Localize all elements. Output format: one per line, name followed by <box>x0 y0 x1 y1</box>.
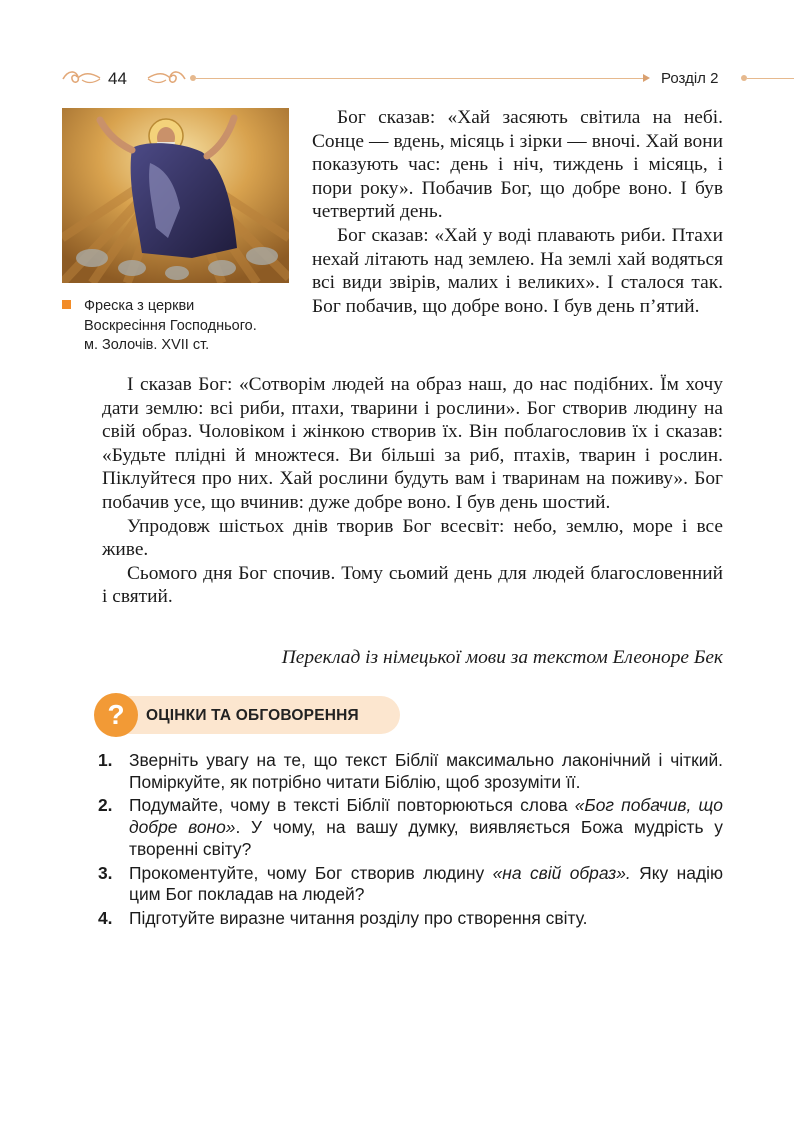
header-rule-end <box>747 78 794 79</box>
task-text: Підготуйте виразне читання розділу про створення світу. <box>129 907 588 928</box>
ornament-right-icon <box>144 68 188 88</box>
ornament-left-icon <box>60 68 104 88</box>
header-rule <box>196 78 644 79</box>
task-text: . У чому, на вашу думку, виявляється Божа мудрість у творенні світу? <box>129 817 723 859</box>
task-quote: «Бог побачив, що добре воно» <box>129 795 723 838</box>
section-label: Розділ 2 <box>661 70 719 87</box>
fresco-image <box>62 108 289 283</box>
arrow-right-icon <box>643 74 650 82</box>
paragraph: Бог сказав: «Хай у воді плавають риби. Птахи нехай літають над землею. На землі хай водяться всі види звірів, малих і великих». І сталося так. Бог побачив, що добре воно. І був день п’ятий. <box>312 224 723 317</box>
task-text: Яку надію цим Бог покладав на людей? <box>129 862 723 905</box>
paragraph: Бог сказав: «Хай засяють світила на небі. Сонце — вдень, місяць і зірки — вночі. Хай вони показують час: день і ніч, тиждень і місяць, і пори року». Побачив Бог, що добре воно. І був четвертий день. <box>312 107 723 223</box>
discussion-title: ОЦІНКИ ТА ОБГОВОРЕННЯ <box>146 707 359 724</box>
caption-line: Фреска з церкви <box>84 298 195 314</box>
figure-caption <box>84 297 299 356</box>
task-text: Прокоментуйте, чому Бог створив людину <box>129 862 493 883</box>
task-number: 2. <box>98 795 113 816</box>
paragraph: Упродовж шістьох днів творив Бог всесвіт: небо, землю, море і все живе. <box>102 515 723 561</box>
paragraph: Сьомого дня Бог спочив. Тому сьомий день для людей благословенний і святий. <box>102 562 723 608</box>
task-item <box>98 863 723 906</box>
task-item <box>98 750 723 793</box>
translation-credit: Переклад із німецької мови за текстом Елеоноре Бек <box>281 647 723 668</box>
task-text: Зверніть увагу на те, що текст Біблії максимально лаконічний і чіткий. Поміркуйте, як потрібно читати Біблію, щоб зрозуміти її. <box>129 750 723 792</box>
text-full-width <box>102 373 723 609</box>
paragraph: І сказав Бог: «Сотворім людей на образ наш, до нас подібних. Їм хочу дати землю: всі риби, птахи, тварини і рослини». Бог створив людину на свій образ. Чоловіком і жінкою створив їх. Він поблагословив їх і сказав: «Будьте плідні й множтеся. Ви більші за риб, птахів, тварин і рослин. Піклуйтеся про них. Хай рослини будуть вам і тваринам на поживу». Бог побачив усе, що вчинив: дуже добре воно. І був день шостий. <box>102 374 723 513</box>
page-header <box>0 66 794 92</box>
task-number: 1. <box>98 750 113 770</box>
task-list <box>98 750 723 932</box>
task-number: 3. <box>98 862 113 883</box>
task-number: 4. <box>98 907 113 928</box>
task-item <box>98 795 723 860</box>
caption-line: Воскресіння Господнього. <box>84 317 257 334</box>
task-quote: «на свій образ». <box>492 862 631 883</box>
text-right-column <box>312 106 723 318</box>
task-item <box>98 908 723 930</box>
question-icon: ? <box>94 693 138 737</box>
task-text: Подумайте, чому в тексті Біблії повторюються слова <box>129 795 575 816</box>
caption-bullet-icon <box>62 300 71 309</box>
page-number: 44 <box>108 69 127 88</box>
caption-line: м. Золочів. XVII ст. <box>84 337 210 353</box>
